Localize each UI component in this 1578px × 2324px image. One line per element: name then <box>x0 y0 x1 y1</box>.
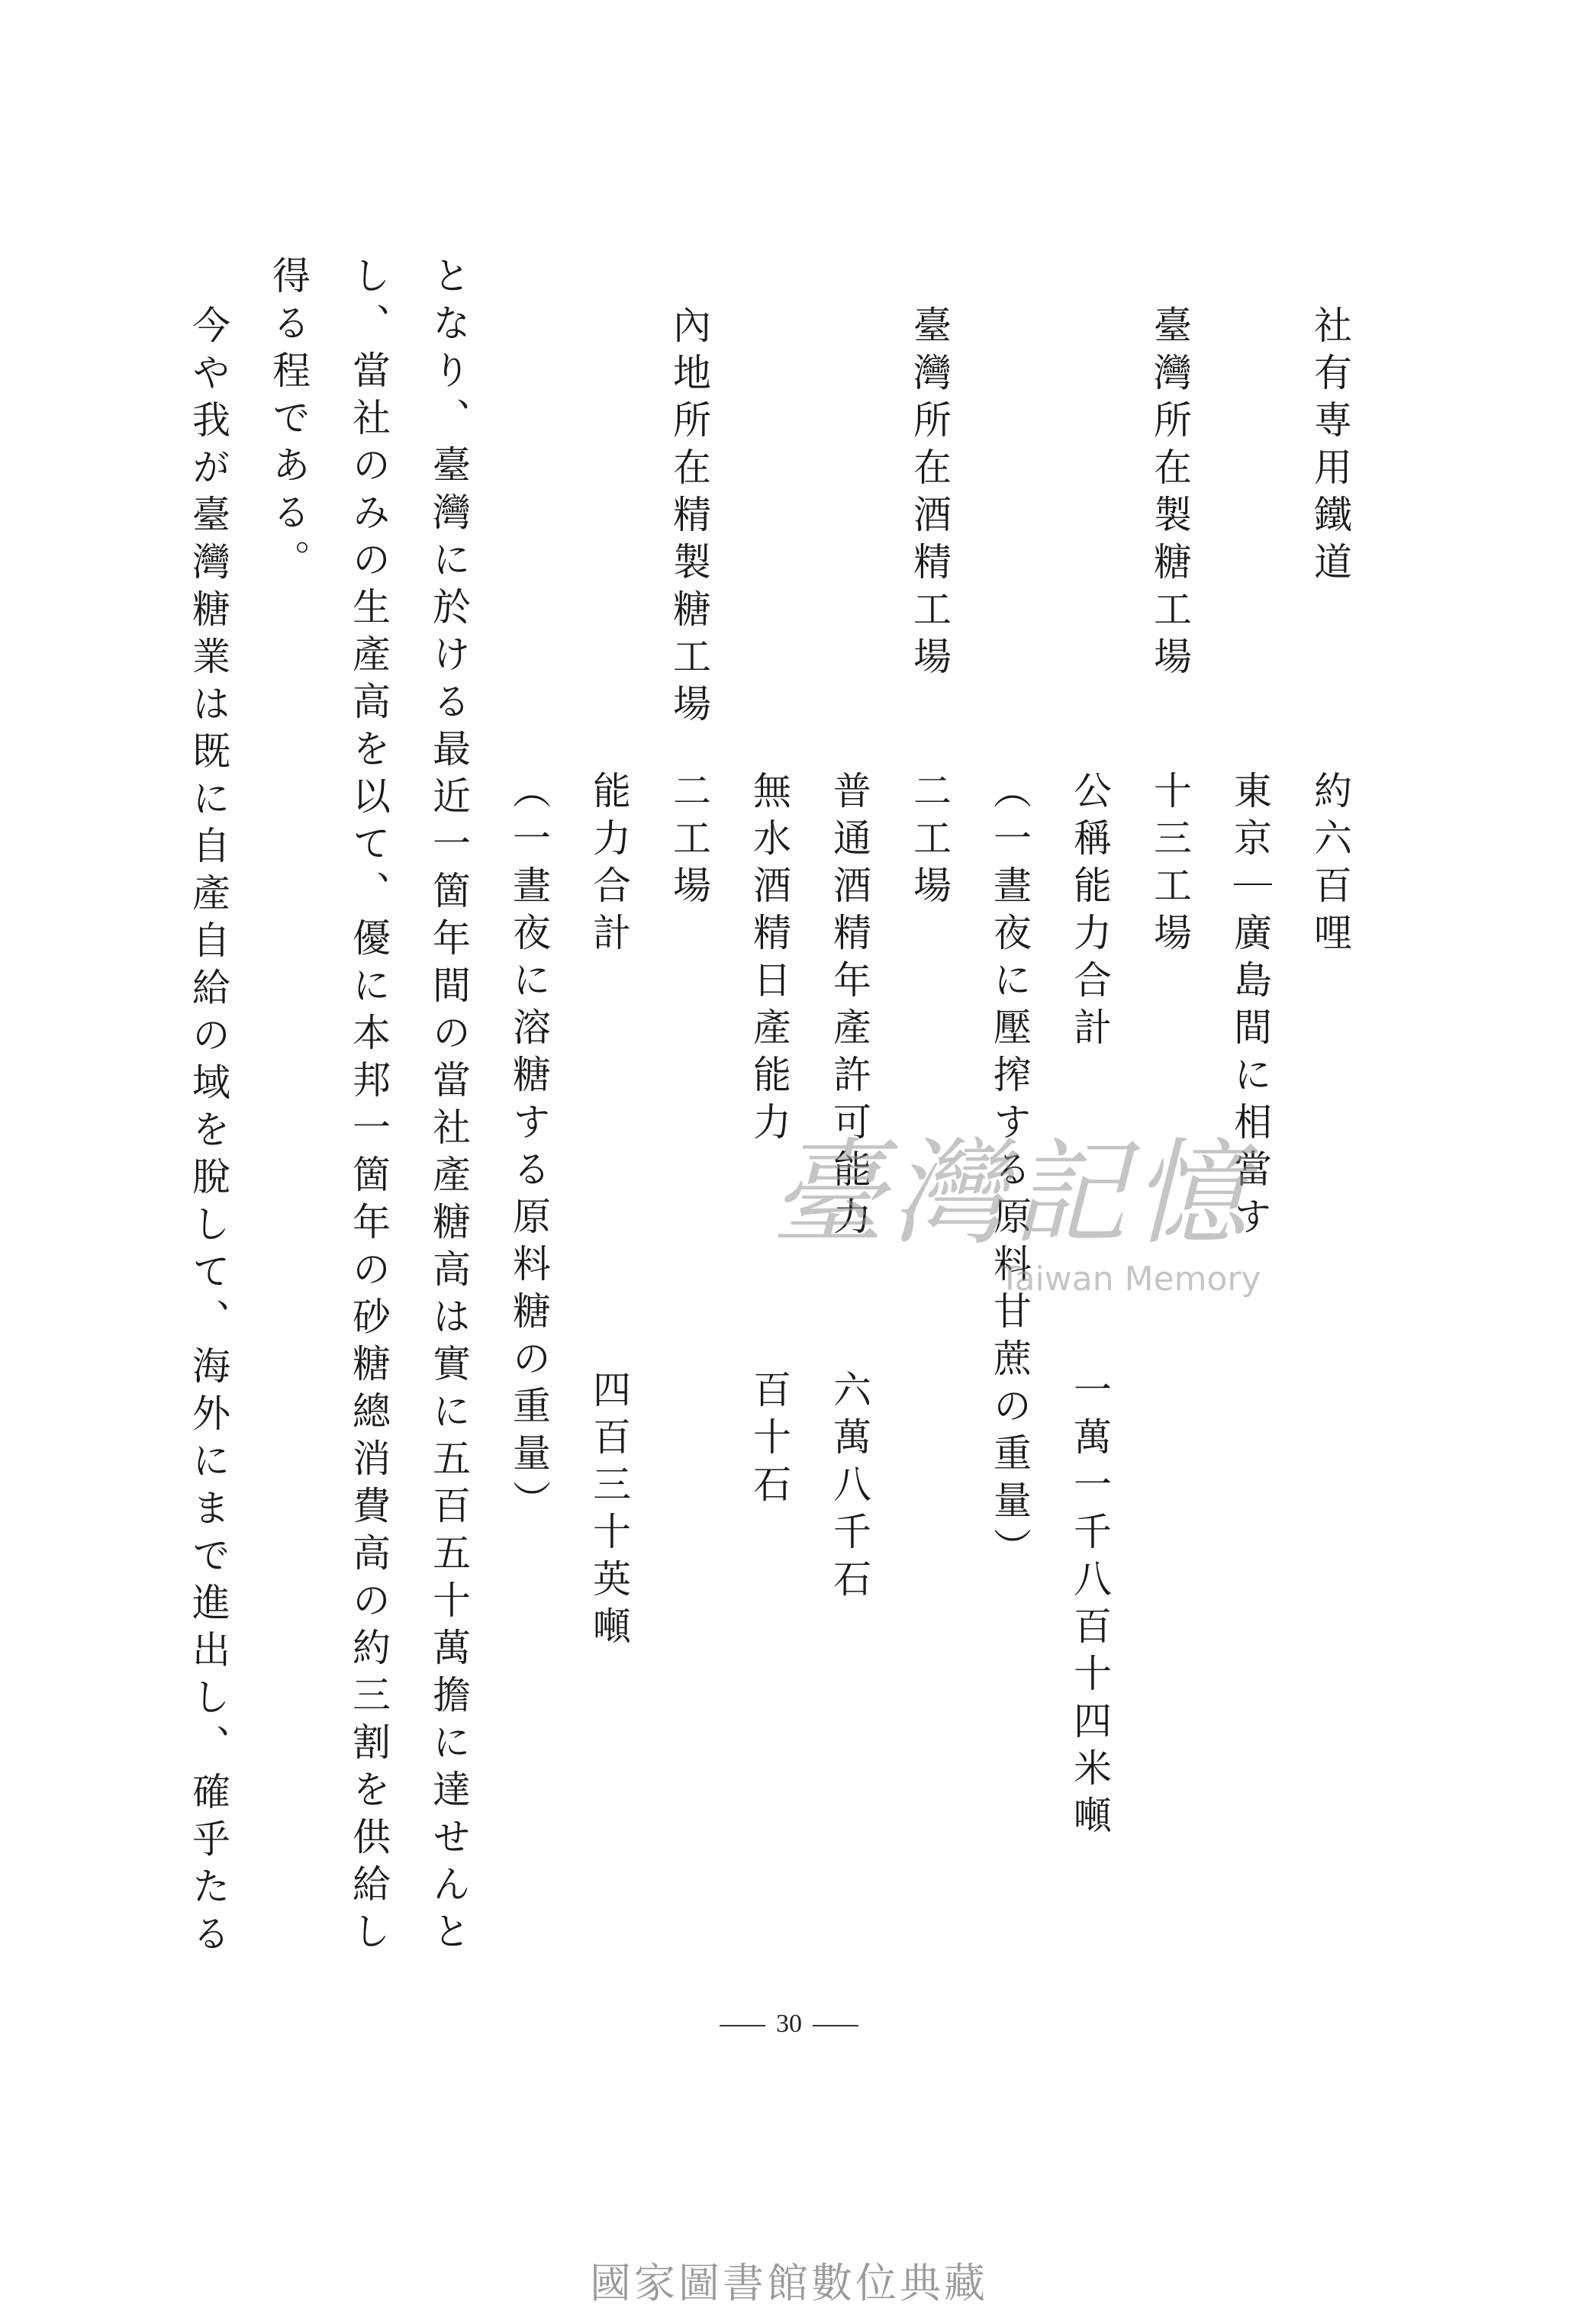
watermark-logo: 臺灣記憶 <box>771 1128 1254 1260</box>
footer-collection-label: 國家圖書館數位典藏 <box>590 2259 988 2307</box>
alcohol-annual-label: 普通酒精年產許可能力 <box>827 771 871 1244</box>
value-alcohol-factory: 二工場 <box>907 771 952 913</box>
paragraph-line-4: 今や我が臺灣糖業は既に自產自給の域を脫して、海外にまで進出し、確乎たる <box>186 305 230 1961</box>
label-sugar-factory: 臺灣所在製糖工場 <box>1148 305 1192 684</box>
capacity-label: 公稱能力合計 <box>1068 771 1112 1054</box>
paragraph-line-3: 得る程である。 <box>266 256 311 587</box>
label-refinery: 內地所在精製糖工場 <box>667 305 711 731</box>
refinery-capacity-label: 能力合計 <box>587 771 631 960</box>
label-railway: 社有専用鐵道 <box>1308 305 1352 589</box>
page-number-dash-right <box>813 2025 858 2026</box>
refinery-capacity-amount: 四百三十英噸 <box>587 1370 631 1653</box>
paragraph-line-1: となり、臺灣に於ける最近一箇年間の當社產糖高は實に五百五十萬擔に達せんと <box>427 256 471 1959</box>
capacity-note: （一晝夜に壓搾する原料甘蔗の重量） <box>987 771 1032 1575</box>
refinery-note: （一晝夜に溶糖する原料糖の重量） <box>507 771 551 1527</box>
paragraph-line-2: し、當社のみの生產高を以て、優に本邦一箇年の砂糖總消費高の約三割を供給し <box>346 256 391 1959</box>
alcohol-annual-amount: 六萬八千石 <box>827 1370 871 1606</box>
label-alcohol-factory: 臺灣所在酒精工場 <box>907 305 952 684</box>
page-number-value: 30 <box>776 2010 802 2038</box>
page-number <box>0 2010 1578 2039</box>
anhydrous-amount: 百十石 <box>747 1370 791 1511</box>
page-number-dash-left <box>720 2025 765 2026</box>
value-railway: 約六百哩 <box>1308 771 1352 960</box>
value-refinery: 二工場 <box>667 771 711 913</box>
anhydrous-label: 無水酒精日產能力 <box>747 771 791 1149</box>
watermark-subtitle: Taiwan Memory <box>1000 1260 1261 1299</box>
value-sugar-factory: 十三工場 <box>1148 771 1192 960</box>
note-railway: 東京｜廣島間に相當す <box>1228 771 1272 1244</box>
capacity-amount: 一萬一千八百十四米噸 <box>1068 1370 1112 1843</box>
